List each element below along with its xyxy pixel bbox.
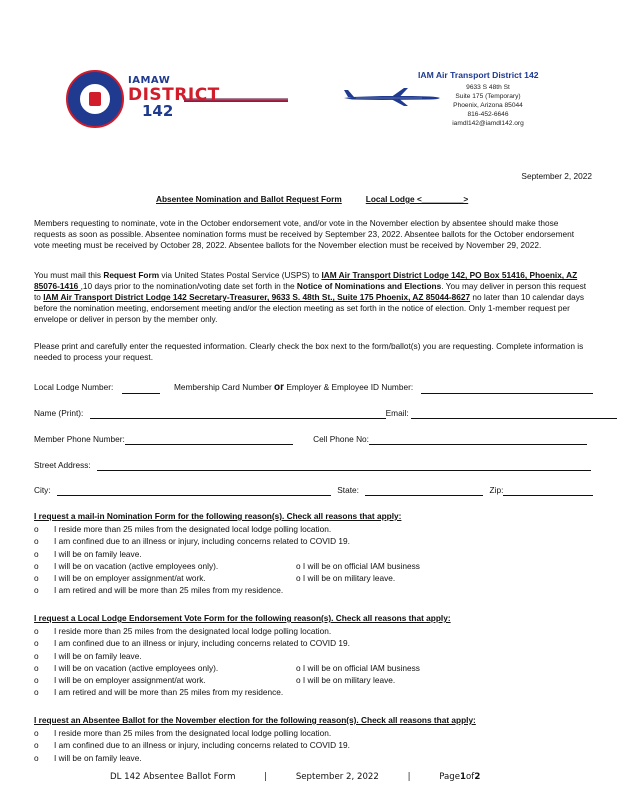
email-label: Email:: [385, 408, 409, 418]
iamaw-district-logo: [66, 70, 236, 130]
list-item[interactable]: o I will be on vacation (active employees only). o I will be on official IAM business: [34, 662, 420, 673]
name-label: Name (Print):: [34, 408, 84, 418]
list-item[interactable]: o I will be on employer assignment/at work. o I will be on military leave.: [34, 675, 396, 686]
nomination-form-section: [34, 511, 592, 598]
mailing-instructions-paragraph: You must mail this Request Form via United States Postal Service (USPS) to IAM Air Transport District Lodge 142, PO Box 51416, Phoenix, AZ 85076-1416 ,10 days prior to the nomination/voting date set forth in the Notice of Nominations and Elections. You may deliver in person this request to IAM Air Transport District Lodge 142 Secretary-Treasurer, 9633 S. 48th St., Suite 175 Phoenix, AZ 85044-8627 no later than 10 calendar days before the nomination meeting, endorsement meeting and/or the election meeting as set forth in the notice of election. Only 1-member request per envelope or deliver in person by the member only.: [34, 270, 587, 325]
list-item[interactable]: o I will be on family leave.: [34, 650, 142, 661]
print-instructions-paragraph: Please print and carefully enter the requested information. Clearly check the box next to the form/ballot(s) you are requesting. Complete information is needed to process your request.: [34, 341, 584, 363]
deadlines-paragraph: Members requesting to nominate, vote in the October endorsement vote, and/or vote in the November election by absentee should make those requests as soon as possible. Absentee nomination forms must be received by September 23, 2022. Absentee ballots for the October endorsement vote meeting must be received by October 28, 2022. Absentee ballots for the November election must be received by November 29, 2022.: [34, 218, 575, 251]
city-label: City:: [34, 485, 51, 495]
state-field[interactable]: [365, 487, 483, 496]
list-item[interactable]: o I am confined due to an illness or injury, including concerns related to COVID 19.: [34, 536, 350, 547]
section-heading: I request a mail-in Nomination Form for the following reason(s). Check all reasons that apply:: [34, 511, 402, 521]
street-row: [34, 460, 592, 472]
street-address-field[interactable]: [97, 462, 591, 471]
address-line: Phoenix, Arizona 85044: [453, 102, 523, 110]
checkbox-bullet-icon[interactable]: o: [34, 523, 39, 534]
logo-iamaw-text: IAMAW: [128, 75, 171, 86]
address-line: 9633 S 48th St: [466, 84, 510, 91]
phone-line: 816-452-6646: [467, 111, 509, 119]
email-link[interactable]: iamdl142@iamdl142.org: [452, 120, 524, 128]
page-footer: [110, 772, 480, 783]
form-title-main: Absentee Nomination and Ballot Request Form: [156, 194, 342, 204]
footer-date: September 2, 2022: [295, 772, 379, 782]
list-item-right[interactable]: o I will be on military leave.: [296, 675, 396, 686]
checkbox-bullet-icon[interactable]: o: [34, 560, 39, 571]
list-item[interactable]: o I will be on family leave.: [34, 548, 142, 559]
address-line: Suite 175 (Temporary): [455, 93, 521, 101]
list-item-right[interactable]: o I will be on official IAM business: [296, 662, 420, 673]
footer-separator: |: [264, 772, 268, 782]
list-item[interactable]: o I reside more than 25 miles from the designated local lodge polling location.: [34, 727, 332, 738]
list-item[interactable]: o I will be on employer assignment/at work. o I will be on military leave.: [34, 573, 396, 584]
lodge-membership-row: [34, 381, 592, 393]
checkbox-bullet-icon[interactable]: o: [34, 536, 39, 547]
membership-card-field[interactable]: [421, 385, 593, 394]
email-field[interactable]: [411, 410, 617, 419]
list-item[interactable]: o I reside more than 25 miles from the designated local lodge polling location.: [34, 523, 332, 534]
local-lodge-number-label: Local Lodge Number:: [34, 382, 114, 392]
zip-field[interactable]: [503, 487, 593, 496]
form-title: [156, 194, 468, 205]
list-item-right[interactable]: o I will be on official IAM business: [296, 560, 420, 571]
checkbox-bullet-icon[interactable]: o: [34, 740, 39, 751]
membership-card-label: Membership Card Number or Employer & Employee ID Number:: [173, 382, 414, 393]
logo-wordmark: [128, 76, 220, 119]
list-item[interactable]: o I will be on family leave.: [34, 752, 142, 763]
document-date: September 2, 2022: [521, 171, 592, 181]
checkbox-bullet-icon[interactable]: o: [34, 662, 39, 673]
name-field[interactable]: [90, 410, 386, 419]
street-address-label: Street Address:: [34, 460, 91, 470]
checkbox-bullet-icon[interactable]: o: [34, 625, 39, 636]
list-item-right[interactable]: o I will be on military leave.: [296, 573, 396, 584]
checkbox-bullet-icon[interactable]: o: [34, 638, 39, 649]
list-item[interactable]: o I am retired and will be more than 25 miles from my residence.: [34, 687, 284, 698]
section-heading: I request a Local Lodge Endorsement Vote Form for the following reason(s). Check all reasons that apply:: [34, 613, 451, 623]
member-phone-label: Member Phone Number:: [34, 434, 125, 444]
name-email-row: [34, 408, 592, 420]
checkbox-bullet-icon[interactable]: o: [34, 675, 39, 686]
zip-label: Zip:: [489, 485, 504, 495]
checkbox-bullet-icon[interactable]: o: [34, 752, 39, 763]
checkbox-bullet-icon[interactable]: o: [34, 650, 39, 661]
checkbox-bullet-icon[interactable]: o: [34, 727, 39, 738]
org-address: [418, 83, 558, 128]
endorsement-vote-section: [34, 613, 592, 700]
page-number: Page1of2: [439, 772, 481, 782]
phone-row: [34, 434, 592, 446]
city-state-zip-row: [34, 485, 592, 497]
list-item[interactable]: o I am confined due to an illness or injury, including concerns related to COVID 19.: [34, 740, 350, 751]
logo-district-text: DISTRICT: [128, 85, 220, 105]
cell-phone-field[interactable]: [369, 436, 587, 445]
list-item[interactable]: o I am confined due to an illness or injury, including concerns related to COVID 19.: [34, 638, 350, 649]
local-lodge-number-field[interactable]: [122, 385, 160, 394]
iam-seal-icon: [66, 70, 124, 128]
checkbox-bullet-icon[interactable]: o: [34, 573, 39, 584]
member-phone-field[interactable]: [125, 436, 293, 445]
checkbox-bullet-icon[interactable]: o: [34, 548, 39, 559]
absentee-ballot-section: [34, 715, 592, 765]
list-item[interactable]: o I am retired and will be more than 25 miles from my residence.: [34, 585, 284, 596]
cell-phone-label: Cell Phone No:: [313, 434, 369, 444]
state-label: State:: [337, 485, 359, 495]
section-heading: I request an Absentee Ballot for the November election for the following reason(s). Check all reasons that apply:: [34, 715, 476, 725]
checkbox-bullet-icon[interactable]: o: [34, 585, 39, 596]
footer-separator: |: [407, 772, 411, 782]
org-title: IAM Air Transport District 142: [418, 70, 539, 80]
form-title-lodge: Local Lodge <_________>: [365, 194, 469, 204]
footer-form-name: DL 142 Absentee Ballot Form: [110, 772, 236, 782]
logo-number-text: 142: [142, 102, 174, 120]
list-item[interactable]: o I reside more than 25 miles from the designated local lodge polling location.: [34, 625, 332, 636]
list-item[interactable]: o I will be on vacation (active employees only). o I will be on official IAM business: [34, 560, 420, 571]
checkbox-bullet-icon[interactable]: o: [34, 687, 39, 698]
city-field[interactable]: [57, 487, 331, 496]
